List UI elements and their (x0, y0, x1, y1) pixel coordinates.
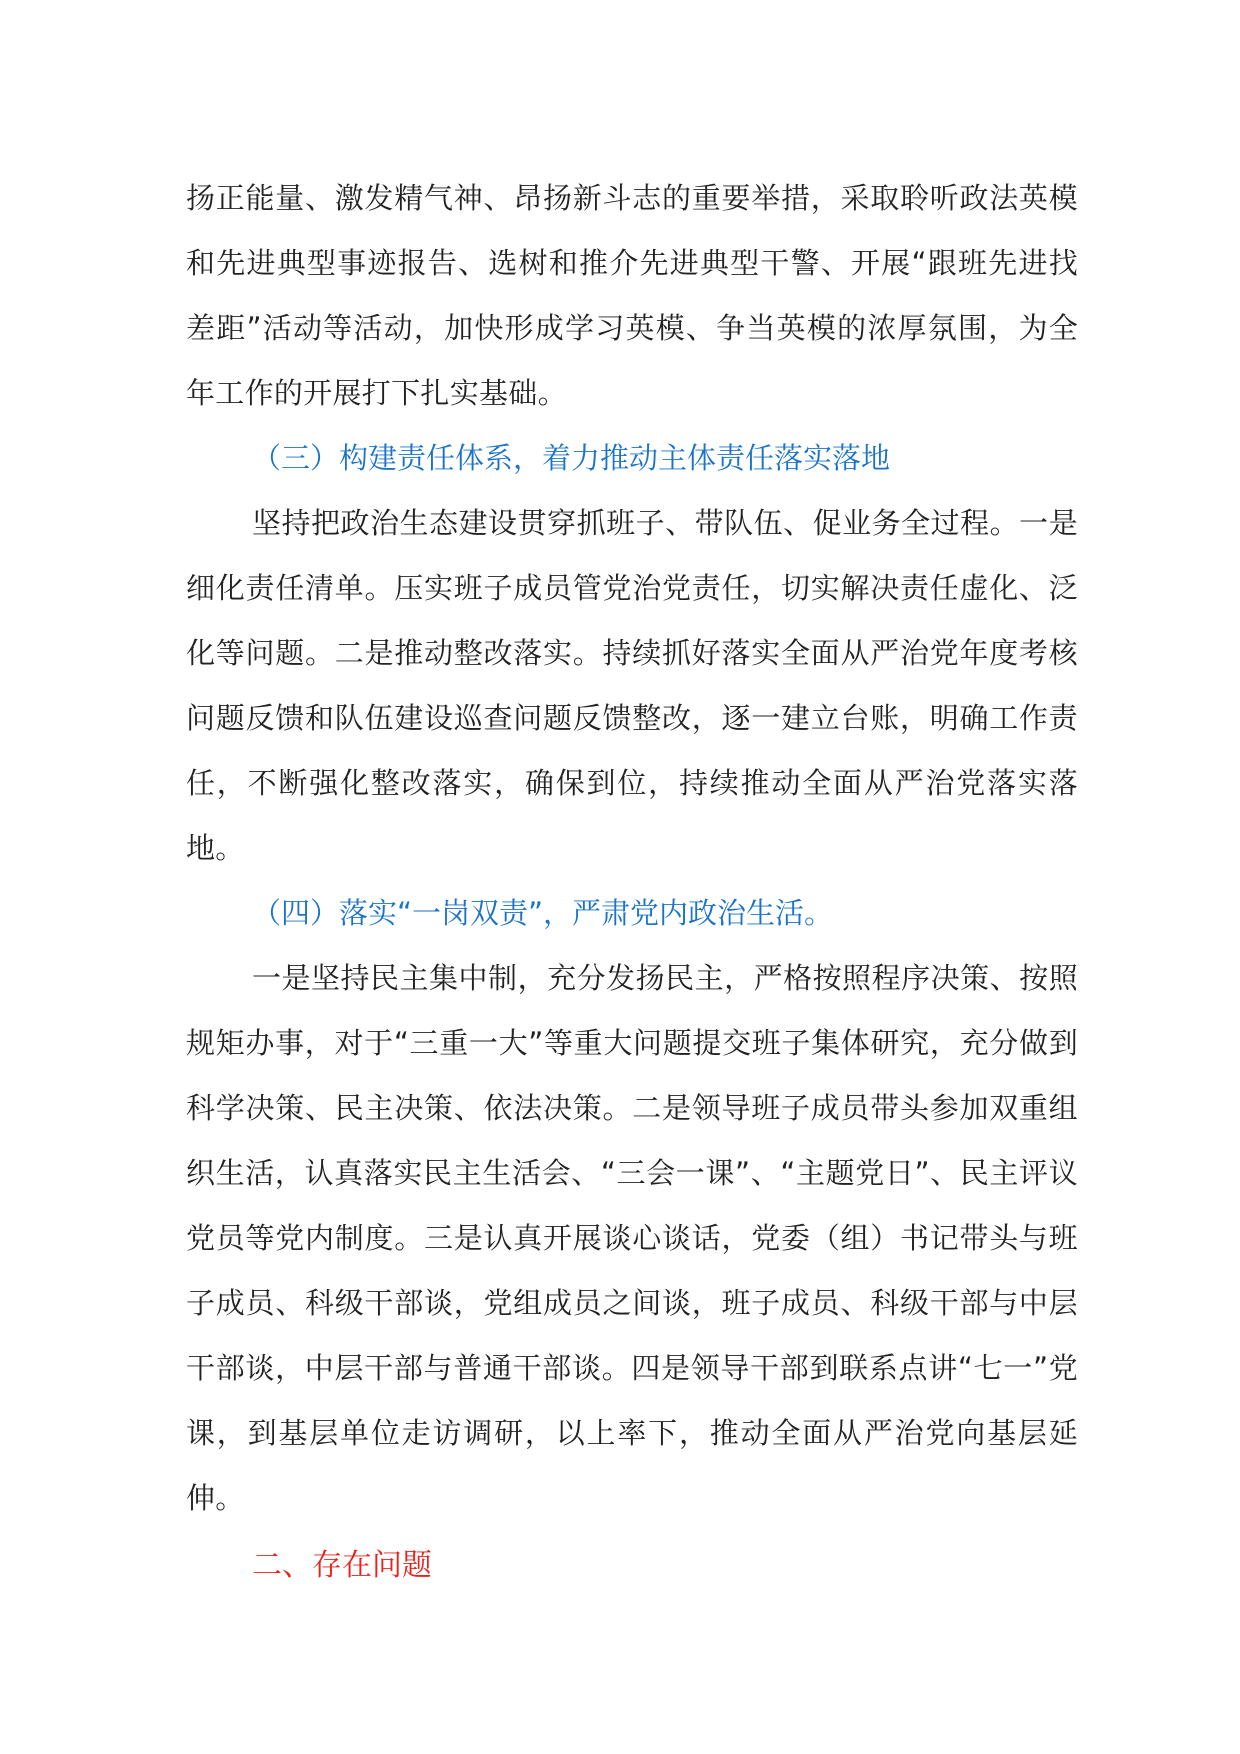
document-body (186, 166, 1078, 1601)
subheading-4: （四）落实“一岗双责”，严肃党内政治生活。 (252, 896, 834, 930)
section-heading-2: 二、存在问题 (252, 1548, 432, 1583)
paragraph-3: 坚持把政治生态建设贯穿抓班子、带队伍、促业务全过程。一是细化责任清单。压实班子成员管党治党责任，切实解决责任虚化、泛化等问题。二是推动整改落实。持续抓好落实全面从严治党年度考核问题反馈和队伍建设巡查问题反馈整改，逐一建立台账，明确工作责任，不断强化整改落实，确保到位，持续推动全面从严治党落实落地。 (186, 506, 1078, 865)
paragraph-4: 一是坚持民主集中制，充分发扬民主，严格按照程序决策、按照规矩办事，对于“三重一大”等重大问题提交班子集体研究，充分做到科学决策、民主决策、依法决策。二是领导班子成员带头参加双重组织生活，认真落实民主生活会、“三会一课”、“主题党日”、民主评议党员等党内制度。三是认真开展谈心谈话，党委（组）书记带头与班子成员、科级干部谈，党组成员之间谈，班子成员、科级干部与中层干部谈，中层干部与普通干部谈。四是领导干部到联系点讲“七一”党课，到基层单位走访调研，以上率下，推动全面从严治党向基层延伸。 (186, 961, 1078, 1515)
subheading-3: （三）构建责任体系，着力推动主体责任落实落地 (252, 441, 891, 475)
paragraph-continuation: 扬正能量、激发精气神、昂扬新斗志的重要举措，采取聆听政法英模和先进典型事迹报告、选树和推介先进典型干警、开展“跟班先进找差距”活动等活动，加快形成学习英模、争当英模的浓厚氛围，为全年工作的开展打下扎实基础。 (186, 181, 1078, 410)
